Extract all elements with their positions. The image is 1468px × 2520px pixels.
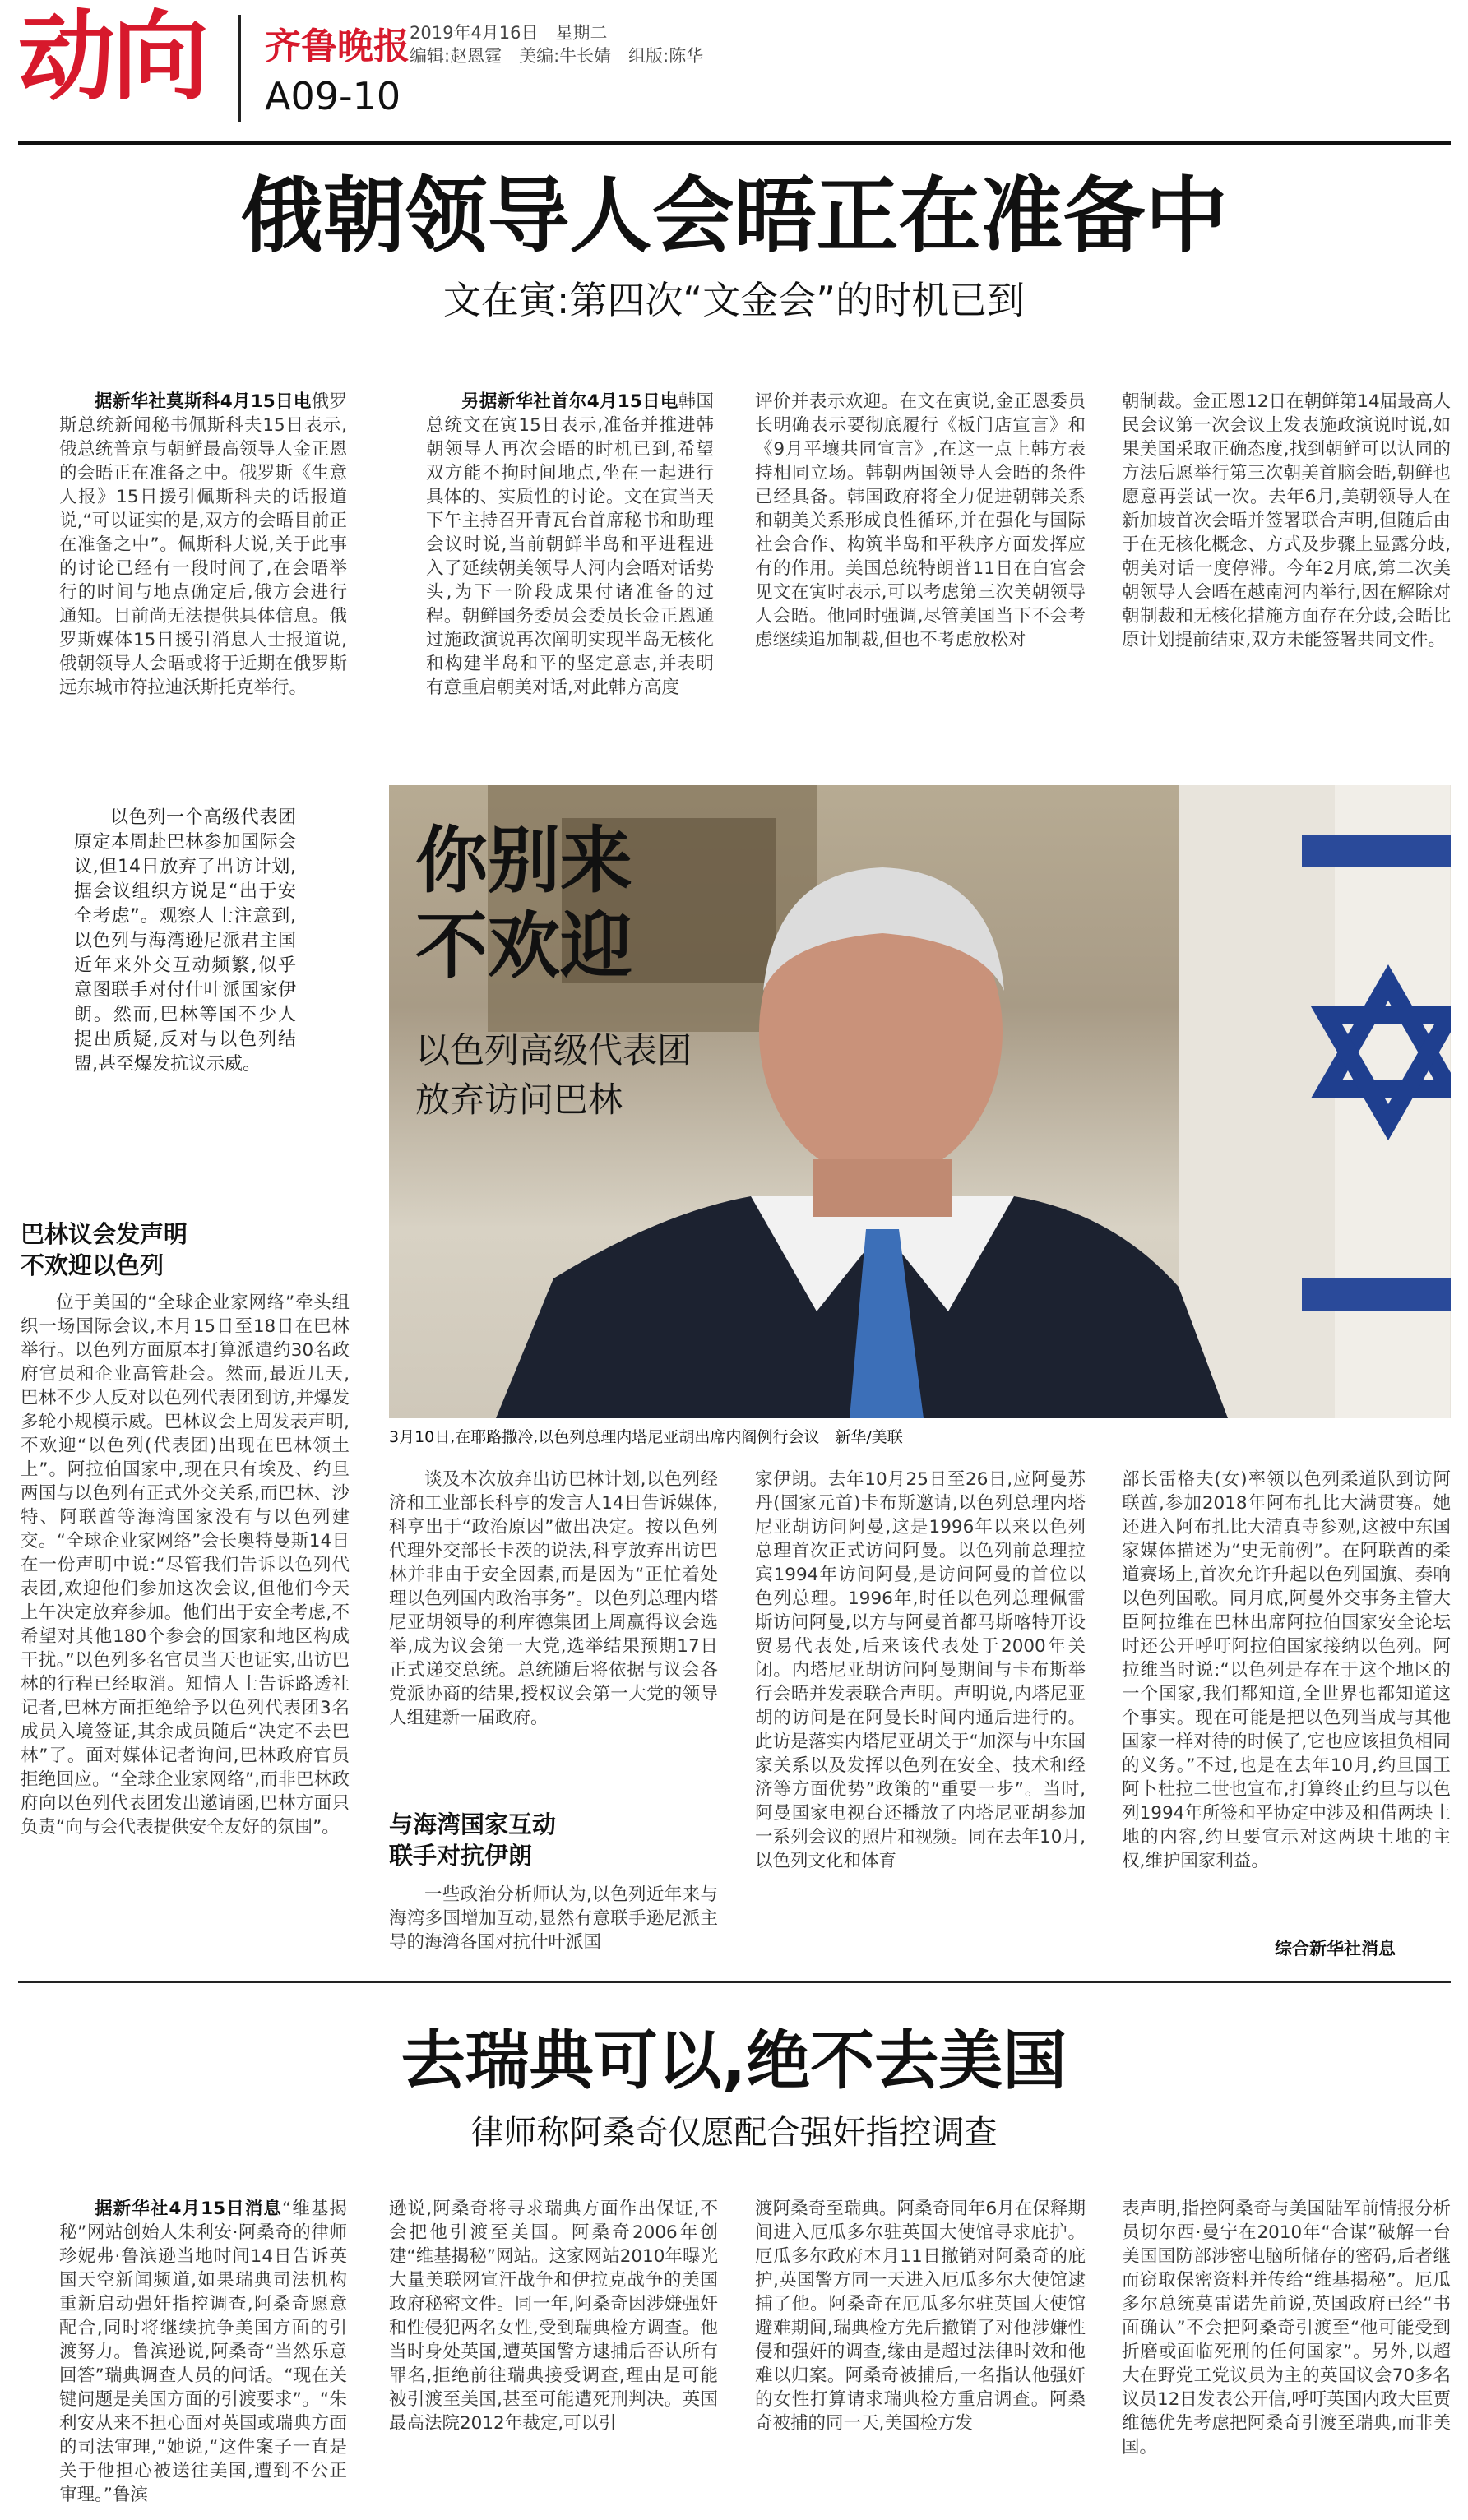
story3-column-4: 表声明,指控阿桑奇与美国陆军前情报分析员切尔西·曼宁在2010年“合谋”破解一台美国国防部涉密电脑所储存的密码,后者继而窃取保密资料并传给“维基揭秘”。厄瓜多尔总统莫雷诺先前说,英国政府已经“书面确认”不会把阿桑奇引渡至“他可能受到折磨或面临死刑的任何国家”。另外,以超大在野党工党议员为主的英国议会70多名议员12日发表公开信,呼吁英国内政大臣贾维德优先考虑把阿桑奇引渡至瑞典,而非美国。 (1122, 2199, 1451, 2458)
story1-column-4 (1122, 390, 1451, 719)
story1-headline: 俄朝领导人会晤正在准备中 (240, 168, 1228, 264)
story2-subhead-2: 与海湾国家互动 联手对抗伊朗 (389, 1810, 557, 1870)
story1-dateline-1: 据新华社莫斯科4月15日电 (95, 391, 312, 412)
story2-column-4: 部长雷格夫(女)率领以色列柔道队到访阿联酋,参加2018年阿布扎比大满贯赛。她还进入阿布扎比大清真寺参观,这被中东国家媒体描述为“史无前例”。在阿联酋的柔道赛场上,首次允许升起以色列国旗、奏响以色列国歌。同月底,阿曼外交事务主管大臣阿拉维在巴林出席阿拉伯国家安全论坛时还公开呼吁阿拉伯国家接纳以色列。阿拉维当时说:“以色列是存在于这个地区的一个国家,我们都知道,全世界也都知道这个事实。现在可能是把以色列当成与其他国家一样对待的时候了,它也应该担负相同的义务。”不过,也是在去年10月,约旦国王阿卜杜拉二世也宣布,打算终止约旦与以色列1994年所签和平协定中涉及租借两块土地的内容,约旦要宣示对这两块土地的主权,维护国家利益。 (1122, 1469, 1451, 1871)
story3-column-3: 渡阿桑奇至瑞典。阿桑奇同年6月在保释期间进入厄瓜多尔驻英国大使馆寻求庇护。厄瓜多尔政府本月11日撤销对阿桑奇的庇护,英国警方同一天进入厄瓜多尔大使馆逮捕了他。阿桑奇在厄瓜多尔驻英国大使馆避难期间,瑞典检方先后撤销了对他涉嫌性侵和强奸的调查,缘由是超过法律时效和他难以归案。阿桑奇被捕后,一名指认他强奸的女性打算请求瑞典检方重启调查。阿桑奇被捕的同一天,美国检方发 (755, 2199, 1086, 2434)
story3-dateline: 据新华社4月15日消息 (95, 2199, 283, 2219)
photo-title: 你别来 不欢迎 (415, 818, 633, 988)
masthead-rule (18, 141, 1451, 145)
story1-column-3 (755, 390, 1086, 719)
page-number: A09-10 (265, 74, 401, 118)
story1-column-2 (426, 390, 714, 719)
date-line: 2019年4月16日 星期二 (410, 23, 608, 43)
photo-subtitle: 以色列高级代表团 放弃访问巴林 (415, 1030, 692, 1120)
story3-headline: 去瑞典可以,绝不去美国 (401, 2024, 1067, 2098)
story2-intro: 以色列一个高级代表团原定本周赴巴林参加国际会议,但14日放弃了出访计划,据会议组织方说是“出于安全考虑”。观察人士注意到,以色列与海湾逊尼派君主国近年来外交互动频繁,似乎意图联手对付什叶派国家伊朗。然而,巴林等国不少人提出质疑,反对与以色列结盟,甚至爆发抗议示威。 (74, 807, 296, 1075)
story1-column-1 (59, 390, 347, 719)
staff-line: 编辑:赵恩霆 美编:牛长婧 组版:陈华 (410, 46, 704, 66)
story1-col4-text: 朝制裁。金正恩12日在朝鲜第14届最高人民会议第一次会议上发表施政演说时说,如果美国采取正确态度,找到朝鲜可以认同的方法后愿举行第三次朝美首脑会晤,朝鲜也愿意再尝试一次。去年6月,美朝领导人在新加坡首次会晤并签署联合声明,但随后由于在无核化概念、方式及步骤上显露分歧,朝美对话一度停滞。今年2月底,第二次美朝领导人会晤在越南河内举行,因在解除对朝制裁和无核化措施方面存在分歧,会晤比原计划提前结束,双方未能签署共同文件。 (1122, 391, 1451, 650)
story2-column-1: 位于美国的“全球企业家网络”牵头组织一场国际会议,本月15日至18日在巴林举行。以色列方面原本打算派遣约30名政府官员和企业高管赴会。然而,最近几天,巴林不少人反对以色列代表团到访,并爆发多轮小规模示威。巴林议会上周发表声明,不欢迎“以色列(代表团)出现在巴林领土上”。阿拉伯国家中,现在只有埃及、约旦两国与以色列有正式外交关系,而巴林、沙特、阿联酋等海湾国家没有与以色列建交。“全球企业家网络”会长奥特曼斯14日在一份声明中说:“尽管我们告诉以色列代表团,欢迎他们参加这次会议,但他们今天上午决定放弃参加。他们出于安全考虑,不希望对其他180个参会的国家和地区构成干扰。”以色列多名官员当天也证实,出访巴林的行程已经取消。知情人士告诉路透社记者,巴林方面拒绝给予以色列代表团3名成员入境签证,其余成员随后“决定不去巴林”了。面对媒体记者询问,巴林政府官员拒绝回应。“全球企业家网络”,而非巴林政府向以色列代表团发出邀请函,巴林方面只负责“向与会代表提供安全友好的氛围”。 (21, 1292, 350, 1838)
story2-subhead-1: 巴林议会发声明 不欢迎以色列 (21, 1220, 188, 1279)
section-title: 动向 (18, 0, 206, 113)
story2-column-2b: 一些政治分析师认为,以色列近年来与海湾多国增加互动,显然有意联手逊尼派主导的海湾各国对抗什叶派国 (389, 1884, 718, 1953)
story3-column-1: 据新华社4月15日消息“维基揭秘”网站创始人朱利安·阿桑奇的律师珍妮弗·鲁滨逊当地时间14日告诉英国天空新闻频道,如果瑞典司法机构重新启动强奸指控调查,阿桑奇愿意配合,同时将继续抗争美国方面的引渡努力。鲁滨逊说,阿桑奇“当然乐意回答”瑞典调查人员的问话。“现在关键问题是美国方面的引渡要求”。“朱利安从来不担心面对英国或瑞典方面的司法审理,”她说,“这件案子一直是关于他担心被送往美国,遭到不公正审理。”鲁滨 (59, 2199, 347, 2505)
masthead-divider (238, 15, 241, 122)
story3-column-2: 逊说,阿桑奇将寻求瑞典方面作出保证,不会把他引渡至美国。阿桑奇2006年创建“维基揭秘”网站。这家网站2010年曝光大量美联网宣汗战争和伊拉克战争的美国政府秘密文件。同一年,阿桑奇因涉嫌强奸和性侵犯两名女性,受到瑞典检方调查。他当时身处英国,遭英国警方逮捕后否认所有罪名,拒绝前往瑞典接受调查,理由是可能被引渡至美国,甚至可能遭死刑判决。英国最高法院2012年裁定,可以引 (389, 2199, 718, 2434)
story2-signoff: 综合新华社消息 (1275, 1939, 1396, 1958)
story1-col3-text: 评价并表示欢迎。在文在寅说,金正恩委员长明确表示要彻底履行《板门店宣言》和《9月平壤共同宣言》,在这一点上韩方表持相同立场。韩朝两国领导人会晤的条件已经具备。韩国政府将全力促进朝韩关系和朝美关系形成良性循环,并在强化与国际社会合作、构筑半岛和平秩序方面发挥应有的作用。美国总统特朗普11日在白宫会见文在寅时表示,可以考虑第三次美朝领导人会晤。他同时强调,尽管美国当下不会考虑继续追加制裁,但也不考虑放松对 (755, 391, 1086, 650)
story1-dateline-2: 另据新华社首尔4月15日电 (461, 391, 678, 412)
story2-column-3: 家伊朗。去年10月25日至26日,应阿曼苏丹(国家元首)卡布斯邀请,以色列总理内塔尼亚胡访问阿曼,这是1996年以来以色列总理首次正式访问阿曼。以色列前总理拉宾1994年访问阿曼,是访问阿曼的首位以色列总理。1996年,时任以色列总理佩雷斯访问阿曼,以方与阿曼首都马斯喀特开设贸易代表处,后来该代表处于2000年关闭。内塔尼亚胡访问阿曼期间与卡布斯举行会晤并发表联合声明。声明说,内塔尼亚胡的访问是在阿曼长时间内通后进行的。此访是落实内塔尼亚胡关于“加深与中东国家关系以及发挥以色列在安全、技术和经济等方面优势”政策的“重要一步”。当时,阿曼国家电视台还播放了内塔尼亚胡参加一系列会议的照片和视频。同在去年10月,以色列文化和体育 (755, 1469, 1086, 1871)
section-divider (18, 1981, 1451, 1983)
story1-subheadline: 文在寅:第四次“文金会”的时机已到 (442, 278, 1026, 322)
story3-subheadline: 律师称阿桑奇仅愿配合强奸指控调查 (470, 2114, 998, 2152)
story1-col1-text: 俄罗斯总统新闻秘书佩斯科夫15日表示,俄总统普京与朝鲜最高领导人金正恩的会晤正在准备之中。俄罗斯《生意人报》15日援引佩斯科夫的话报道说,“可以证实的是,双方的会晤目前正在准备之中”。佩斯科夫说,关于此事的讨论已经有一段时间了,在会晤举行的时间与地点确定后,俄方会进行通知。目前尚无法提供具体信息。俄罗斯媒体15日援引消息人士报道说,俄朝领导人会晤或将于近期在俄罗斯远东城市符拉迪沃斯托克举行。 (59, 391, 347, 698)
newspaper-logo: 齐鲁晚报 (265, 25, 410, 67)
story1-col2-text: 韩国总统文在寅15日表示,准备并推进韩朝领导人再次会晤的时机已到,希望双方能不拘时间地点,坐在一起进行具体的、实质性的讨论。文在寅当天下午主持召开青瓦台首席秘书和助理会议时说,当前朝鲜半岛和平进程进入了延续朝美领导人河内会晤对话势头,为下一阶段成果付诸准备的过程。朝鲜国务委员会委员长金正恩通过施政演说再次阐明实现半岛无核化和构建半岛和平的坚定意志,并表明有意重启朝美对话,对此韩方高度 (426, 391, 714, 698)
photo-caption: 3月10日,在耶路撒冷,以色列总理内塔尼亚胡出席内阁例行会议 新华/美联 (389, 1428, 903, 1446)
story2-column-2: 谈及本次放弃出访巴林计划,以色列经济和工业部长科亨的发言人14日告诉媒体,科亨出于“政治原因”做出决定。按以色列代理外交部长卡茨的说法,科亨放弃出访巴林并非由于安全因素,而是因为“正忙着处理以色列国内政治事务”。以色列总理内塔尼亚胡领导的利库德集团上周赢得议会选举,成为议会第一大党,选举结果预期17日正式递交总统。总统随后将依据与议会各党派协商的结果,授权议会第一大党的领导人组建新一届政府。 (389, 1469, 718, 1728)
